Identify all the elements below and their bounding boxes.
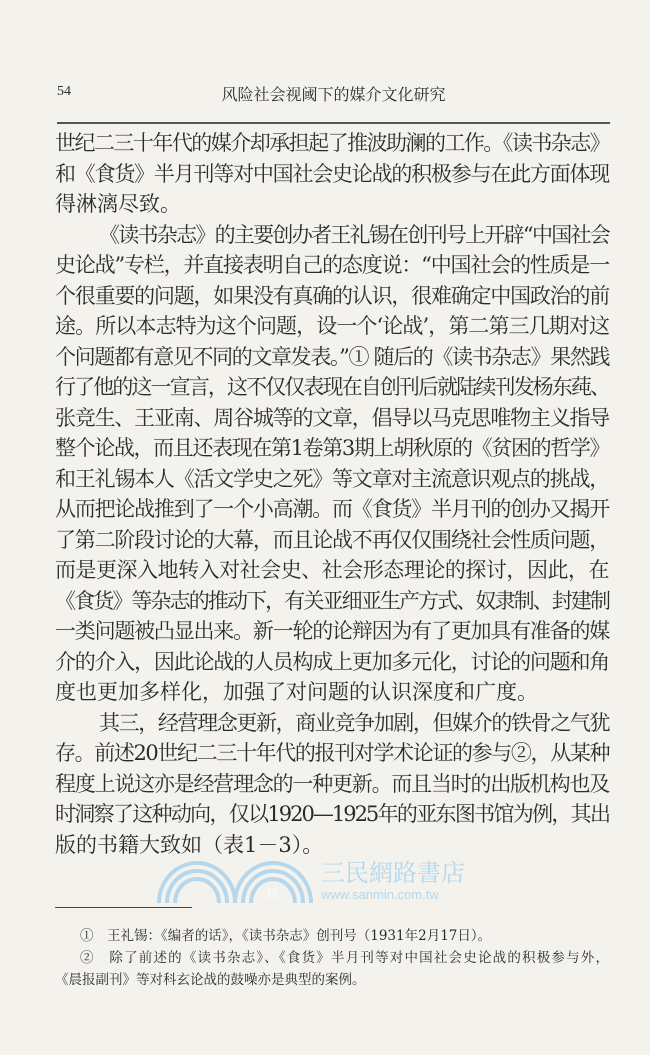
text-line: 程度上说这亦是经营理念的一种更新。而且当时的出版机构也及 xyxy=(55,771,609,796)
footnote-line: 《晨报副刊》等对科玄论战的鼓噪亦是典型的案例。 xyxy=(55,971,366,988)
watermark-logo xyxy=(155,859,495,903)
text-line: 得淋漓尽致。 xyxy=(55,192,181,216)
watermark-name: 三民網路書店 xyxy=(321,859,465,887)
text-line: 存。前述20世纪二三十年代的报刊对学术论证的参与②，从某种 xyxy=(55,741,609,765)
text-line: 整个论战，而且还表现在第1卷第3期上胡秋原的《贫困的哲学》 xyxy=(55,436,609,460)
text-line: 时洞察了这种动向，仅以1920—1925年的亚东图书馆为例，其出 xyxy=(55,802,609,826)
footnote-line: ② 除了前述的《读书杂志》、《食货》半月刊等对中国社会史论战的积极参与外， xyxy=(80,950,609,966)
text-line: 世纪二三十年代的媒介却承担起了推波助澜的工作。《读书杂志》 xyxy=(55,131,609,155)
footnote-1 xyxy=(55,926,609,948)
text-line: 版的书籍大致如（表1－3）。 xyxy=(55,832,324,857)
page-number: 54 xyxy=(57,84,71,99)
text-line: 介的介入，因此论战的人员构成上更加多元化，讨论的问题和角 xyxy=(55,649,609,674)
text-line: 从而把论战推到了一个小高潮。而《食货》半月刊的创办又揭开 xyxy=(55,497,609,521)
footnote-2 xyxy=(55,948,609,991)
text-line: 个问题都有意见不同的文章发表。”① 随后的《读书杂志》果然践 xyxy=(55,344,609,369)
logo-char: 民 xyxy=(267,887,280,901)
sanmin-arc-logo-icon xyxy=(155,859,315,903)
text-line: 度也更加多样化，加强了对问题的认识深度和广度。 xyxy=(55,680,538,704)
body-text xyxy=(55,128,609,860)
text-line: 了第二阶段讨论的大幕，而且论战不再仅仅围绕社会性质问题， xyxy=(55,527,609,552)
text-line: 而是更深入地转入对社会史、社会形态理论的探讨，因此，在 xyxy=(55,558,609,582)
text-line: 《读书杂志》的主要创办者王礼锡在创刊号上开辟“中国社会 xyxy=(99,222,609,247)
footnote-rule xyxy=(55,907,192,908)
text-line: 个很重要的问题，如果没有真确的认识，很难确定中国政治的前 xyxy=(55,283,609,308)
running-title: 风险社会视阈下的媒介文化研究 xyxy=(221,85,446,104)
text-line: 史论战”专栏，并直接表明自己的态度说：“中国社会的性质是一 xyxy=(55,253,609,277)
text-line: 和王礼锡本人《活文学史之死》等文章对主流意识观点的挑战， xyxy=(55,466,609,491)
text-line: 《食货》等杂志的推动下，有关亚细亚生产方式、奴隶制、封建制 xyxy=(55,588,609,613)
text-line: 行了他的这一宣言，这不仅仅表现在自创刊后就陆续刊发杨东莼、 xyxy=(55,375,609,399)
text-line: 张竞生、王亚南、周谷城等的文章，倡导以马克思唯物主义指导 xyxy=(55,405,609,430)
text-line: 途。所以本志特为这个问题，设一个‘论战’，第二第三几期对这 xyxy=(55,314,609,338)
text-line: 和《食货》半月刊等对中国社会史论战的积极参与在此方面体现 xyxy=(55,161,609,186)
logo-char: 三 xyxy=(191,887,204,901)
footnote-line: ① 王礼锡：《编者的话》，《读书杂志》创刊号（1931年2月17日）。 xyxy=(80,928,492,944)
watermark-url: www.sanmin.com.tw xyxy=(321,887,439,902)
header-rule xyxy=(57,122,610,124)
text-line: 其三，经营理念更新，商业竞争加剧，但媒介的铁骨之气犹 xyxy=(99,710,609,735)
text-line: 一类问题被凸显出来。新一轮的论辩因为有了更加具有准备的媒 xyxy=(55,619,609,643)
